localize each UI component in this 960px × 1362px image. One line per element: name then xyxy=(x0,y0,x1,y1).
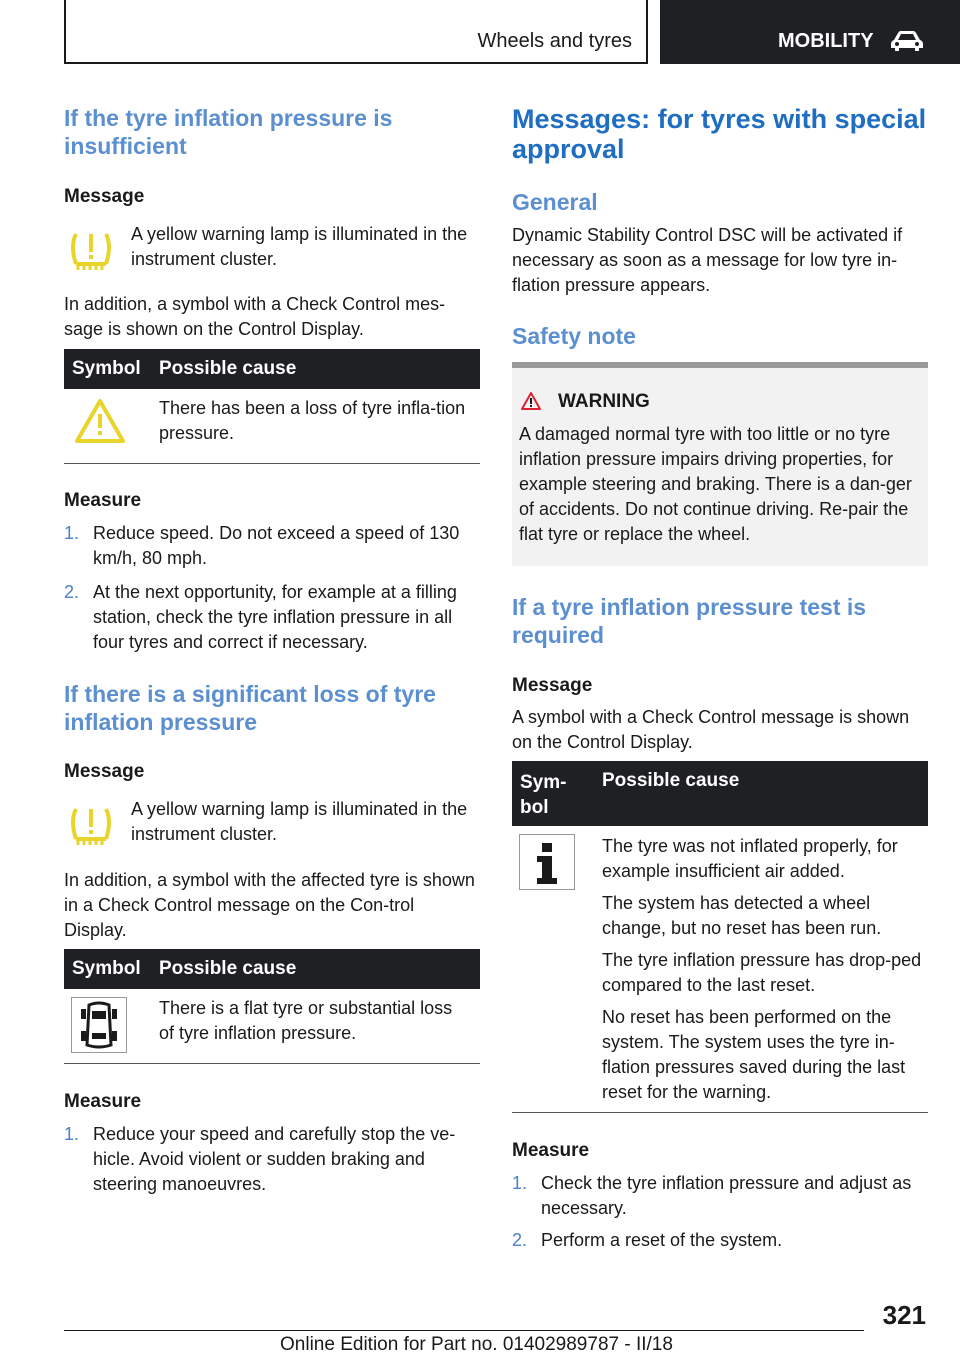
col-possible-cause: Possible cause xyxy=(602,770,740,791)
table-rule xyxy=(512,1112,928,1113)
info-icon xyxy=(519,834,575,890)
heading-pressure-test-required: If a tyre inflation pressure test is required xyxy=(512,594,867,648)
table-cause-text: No reset has been performed on the system. The system uses the tyre in-flation pressures saved during the last reset for the warning. xyxy=(602,1007,906,1102)
list-number: 1. xyxy=(64,1124,80,1144)
list-item: Reduce your speed and carefully stop the ve-hicle. Avoid violent or sudden braking and steering manoeuvres. xyxy=(93,1124,456,1194)
table-cause-text: The tyre was not inflated properly, for example insufficient air added. xyxy=(602,836,898,881)
heading-insufficient: If the tyre inflation pressure is insufficient xyxy=(64,105,393,159)
message-label: Message xyxy=(64,761,145,782)
general-text: Dynamic Stability Control DSC will be activated if necessary as soon as a message for low tyre in-flation pressure appears. xyxy=(512,225,903,295)
table-header xyxy=(64,349,480,389)
warning-triangle-icon xyxy=(520,391,542,411)
table-header xyxy=(512,761,928,826)
message-extra-text: In addition, a symbol with the affected tyre is shown in a Check Control message on the Con-trol Display. xyxy=(64,870,475,940)
warning-text: A damaged normal tyre with too little or no tyre inflation pressure impairs driving properties, for example steering and braking. There is a dan-ger of accidents. Do not continue driving. Re-pair the flat tyre or replace the wheel. xyxy=(519,424,912,544)
measure-label: Measure xyxy=(64,490,142,511)
measure-label: Measure xyxy=(512,1140,590,1161)
warning-title: WARNING xyxy=(558,391,650,412)
measure-label: Measure xyxy=(64,1091,142,1112)
heading-safety-note: Safety note xyxy=(512,323,636,349)
list-item: At the next opportunity, for example at a filling station, check the tyre inflation pressure in all four tyres and correct if necessary. xyxy=(93,582,457,652)
table-cause-text: There is a flat tyre or substantial loss of tyre inflation pressure. xyxy=(159,998,453,1043)
message-label: Message xyxy=(64,186,145,207)
col-symbol: Sym-bol xyxy=(520,772,567,818)
table-header xyxy=(64,949,480,989)
section-title: Wheels and tyres xyxy=(477,30,632,52)
col-symbol: Symbol xyxy=(72,358,141,379)
tyre-pressure-warning-lamp-icon xyxy=(68,803,114,851)
page-number: 321 xyxy=(882,1300,926,1330)
message-label: Message xyxy=(512,675,593,696)
table-cause-text: The system has detected a wheel change, but no reset has been run. xyxy=(602,893,882,938)
heading-special-approval: Messages: for tyres with special approval xyxy=(512,104,927,164)
list-number: 1. xyxy=(64,523,80,543)
table-rule xyxy=(64,1063,480,1064)
table-rule xyxy=(64,463,480,464)
table-cause-text: The tyre inflation pressure has drop-ped compared to the last reset. xyxy=(602,950,922,995)
list-number: 2. xyxy=(64,582,80,602)
col-possible-cause: Possible cause xyxy=(159,958,297,979)
message-text: A yellow warning lamp is illuminated in the instrument cluster. xyxy=(131,799,468,844)
edition-footer: Online Edition for Part no. 01402989787 - II/18 xyxy=(280,1334,673,1355)
chapter-tab xyxy=(660,0,960,64)
message-extra-text: In addition, a symbol with a Check Control mes-sage is shown on the Control Display. xyxy=(64,294,446,339)
list-number: 2. xyxy=(512,1230,528,1250)
car-icon xyxy=(890,30,924,52)
col-possible-cause: Possible cause xyxy=(159,358,297,379)
list-item: Check the tyre inflation pressure and adjust as necessary. xyxy=(541,1173,912,1218)
table-cause-text: There has been a loss of tyre infla-tion pressure. xyxy=(159,398,466,443)
car-flat-tyre-icon xyxy=(71,997,127,1053)
chapter-title: MOBILITY xyxy=(778,30,874,52)
message-text: A yellow warning lamp is illuminated in the instrument cluster. xyxy=(131,224,468,269)
warning-triangle-icon xyxy=(74,398,126,444)
col-symbol: Symbol xyxy=(72,958,141,979)
heading-general: General xyxy=(512,189,598,215)
footer-rule xyxy=(64,1330,864,1331)
message-text: A symbol with a Check Control message is shown on the Control Display. xyxy=(512,707,910,752)
running-header xyxy=(64,0,648,64)
list-item: Perform a reset of the system. xyxy=(541,1230,783,1250)
tyre-pressure-warning-lamp-icon xyxy=(68,228,114,276)
list-item: Reduce speed. Do not exceed a speed of 130 km/h, 80 mph. xyxy=(93,523,460,568)
heading-significant-loss: If there is a significant loss of tyre inflation pressure xyxy=(64,681,436,735)
list-number: 1. xyxy=(512,1173,528,1193)
